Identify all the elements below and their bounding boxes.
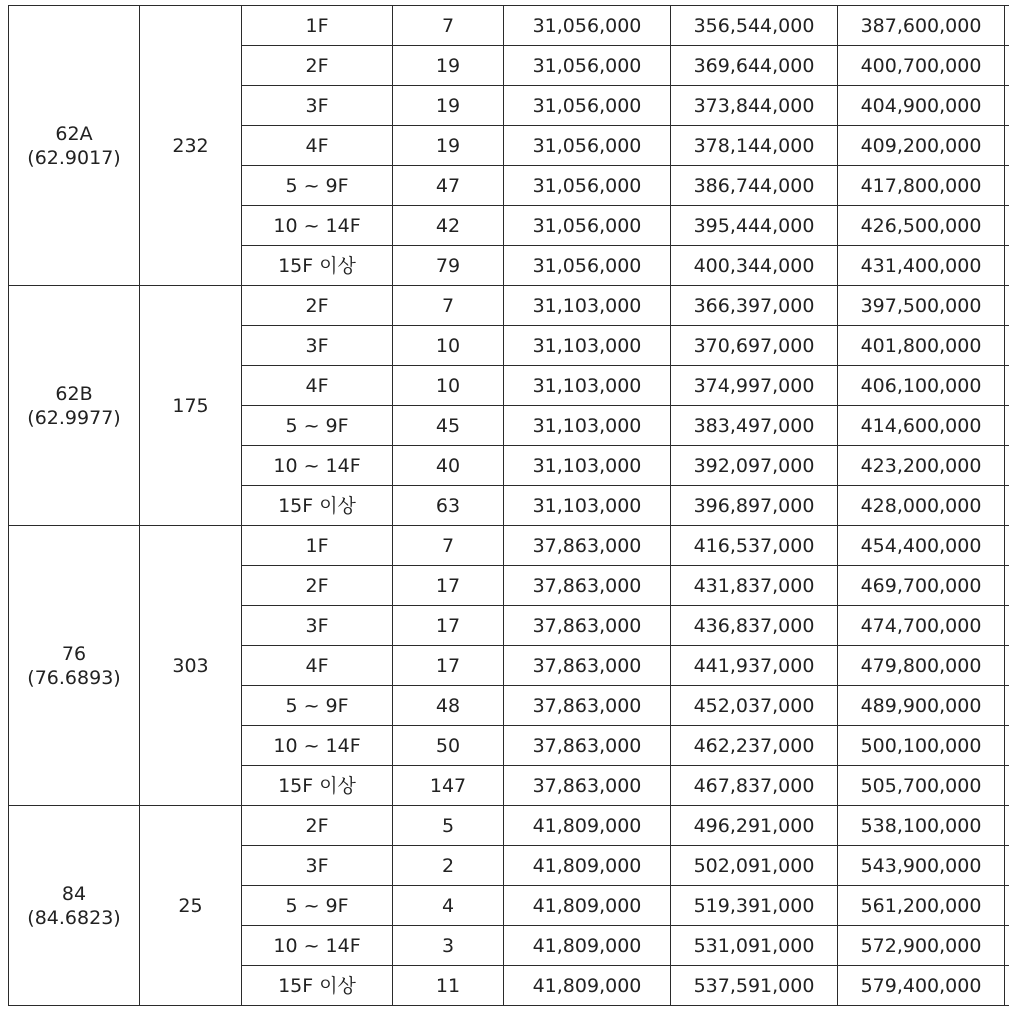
unit-count-cell: 19 (393, 86, 504, 126)
total-price-cell: 417,800,000 (838, 166, 1005, 206)
total-price-cell: 474,700,000 (838, 606, 1005, 646)
unit-count-cell: 7 (393, 6, 504, 46)
land-price-cell: 37,863,000 (504, 526, 671, 566)
land-price-cell: 31,056,000 (504, 126, 671, 166)
total-price-cell: 401,800,000 (838, 326, 1005, 366)
unit-count-cell: 17 (393, 606, 504, 646)
land-price-cell: 37,863,000 (504, 766, 671, 806)
unit-type-group (9, 806, 1009, 1006)
land-price-cell: 31,056,000 (504, 46, 671, 86)
unit-type-cell (9, 526, 140, 806)
unit-area-label: (62.9017) (27, 146, 121, 169)
building-price-cell: 366,397,000 (671, 286, 838, 326)
table-row (9, 526, 1009, 566)
land-price-cell: 31,103,000 (504, 406, 671, 446)
unit-type-group (9, 286, 1009, 526)
unit-type-label: 76 (61, 642, 87, 665)
truncated-cell (1005, 526, 1009, 566)
unit-count-cell: 4 (393, 886, 504, 926)
floor-cell: 10 ~ 14F (242, 926, 393, 966)
floor-cell: 3F (242, 846, 393, 886)
floor-cell: 3F (242, 326, 393, 366)
total-price-cell: 409,200,000 (838, 126, 1005, 166)
total-price-cell: 572,900,000 (838, 926, 1005, 966)
total-price-cell: 423,200,000 (838, 446, 1005, 486)
floor-cell: 4F (242, 366, 393, 406)
floor-cell: 2F (242, 806, 393, 846)
total-units-cell: 25 (140, 806, 242, 1006)
unit-count-cell: 17 (393, 566, 504, 606)
land-price-cell: 41,809,000 (504, 966, 671, 1006)
building-price-cell: 519,391,000 (671, 886, 838, 926)
unit-type-group (9, 526, 1009, 806)
truncated-cell (1005, 286, 1009, 326)
truncated-cell (1005, 206, 1009, 246)
land-price-cell: 31,103,000 (504, 326, 671, 366)
unit-area-label: (62.9977) (27, 406, 121, 429)
truncated-cell (1005, 6, 1009, 46)
unit-type-group (9, 6, 1009, 286)
floor-cell: 2F (242, 286, 393, 326)
land-price-cell: 37,863,000 (504, 606, 671, 646)
floor-cell: 5 ~ 9F (242, 686, 393, 726)
land-price-cell: 41,809,000 (504, 806, 671, 846)
building-price-cell: 467,837,000 (671, 766, 838, 806)
building-price-cell: 441,937,000 (671, 646, 838, 686)
unit-count-cell: 79 (393, 246, 504, 286)
floor-cell: 3F (242, 86, 393, 126)
building-price-cell: 395,444,000 (671, 206, 838, 246)
floor-cell: 15F 이상 (242, 246, 393, 286)
table-row (9, 6, 1009, 46)
land-price-cell: 31,103,000 (504, 366, 671, 406)
land-price-cell: 31,056,000 (504, 206, 671, 246)
floor-cell: 5 ~ 9F (242, 886, 393, 926)
land-price-cell: 31,103,000 (504, 286, 671, 326)
floor-cell: 3F (242, 606, 393, 646)
truncated-cell (1005, 926, 1009, 966)
unit-type-cell (9, 6, 140, 286)
land-price-cell: 31,103,000 (504, 446, 671, 486)
truncated-cell (1005, 566, 1009, 606)
building-price-cell: 373,844,000 (671, 86, 838, 126)
total-price-cell: 505,700,000 (838, 766, 1005, 806)
building-price-cell: 392,097,000 (671, 446, 838, 486)
total-price-cell: 469,700,000 (838, 566, 1005, 606)
truncated-cell (1005, 606, 1009, 646)
unit-count-cell: 19 (393, 126, 504, 166)
total-price-cell: 387,600,000 (838, 6, 1005, 46)
unit-area-label: (84.6823) (27, 906, 121, 929)
floor-cell: 1F (242, 526, 393, 566)
total-price-cell: 397,500,000 (838, 286, 1005, 326)
total-price-cell: 426,500,000 (838, 206, 1005, 246)
unit-count-cell: 17 (393, 646, 504, 686)
total-price-cell: 431,400,000 (838, 246, 1005, 286)
unit-type-label: 84 (61, 882, 87, 905)
building-price-cell: 386,744,000 (671, 166, 838, 206)
land-price-cell: 31,056,000 (504, 86, 671, 126)
truncated-cell (1005, 806, 1009, 846)
floor-cell: 10 ~ 14F (242, 726, 393, 766)
unit-count-cell: 2 (393, 846, 504, 886)
unit-count-cell: 50 (393, 726, 504, 766)
unit-type-cell (9, 806, 140, 1006)
unit-count-cell: 47 (393, 166, 504, 206)
truncated-cell (1005, 366, 1009, 406)
table-row (9, 286, 1009, 326)
total-price-cell: 561,200,000 (838, 886, 1005, 926)
total-price-cell: 428,000,000 (838, 486, 1005, 526)
building-price-cell: 416,537,000 (671, 526, 838, 566)
building-price-cell: 396,897,000 (671, 486, 838, 526)
unit-count-cell: 10 (393, 326, 504, 366)
truncated-cell (1005, 486, 1009, 526)
unit-count-cell: 3 (393, 926, 504, 966)
land-price-cell: 31,056,000 (504, 166, 671, 206)
floor-cell: 5 ~ 9F (242, 166, 393, 206)
building-price-cell: 370,697,000 (671, 326, 838, 366)
truncated-cell (1005, 446, 1009, 486)
unit-type-label: 62B (55, 382, 93, 405)
truncated-cell (1005, 166, 1009, 206)
table-row (9, 806, 1009, 846)
total-price-cell: 538,100,000 (838, 806, 1005, 846)
building-price-cell: 378,144,000 (671, 126, 838, 166)
unit-count-cell: 19 (393, 46, 504, 86)
land-price-cell: 37,863,000 (504, 646, 671, 686)
floor-cell: 10 ~ 14F (242, 446, 393, 486)
unit-area-label: (76.6893) (27, 666, 121, 689)
floor-cell: 2F (242, 566, 393, 606)
building-price-cell: 502,091,000 (671, 846, 838, 886)
total-price-cell: 579,400,000 (838, 966, 1005, 1006)
truncated-cell (1005, 246, 1009, 286)
floor-cell: 1F (242, 6, 393, 46)
unit-count-cell: 40 (393, 446, 504, 486)
truncated-cell (1005, 86, 1009, 126)
unit-count-cell: 45 (393, 406, 504, 446)
floor-cell: 5 ~ 9F (242, 406, 393, 446)
building-price-cell: 531,091,000 (671, 926, 838, 966)
unit-count-cell: 5 (393, 806, 504, 846)
land-price-cell: 31,056,000 (504, 246, 671, 286)
total-units-cell: 232 (140, 6, 242, 286)
total-price-cell: 404,900,000 (838, 86, 1005, 126)
land-price-cell: 37,863,000 (504, 726, 671, 766)
unit-type-cell (9, 286, 140, 526)
truncated-cell (1005, 326, 1009, 366)
building-price-cell: 374,997,000 (671, 366, 838, 406)
unit-count-cell: 10 (393, 366, 504, 406)
unit-count-cell: 63 (393, 486, 504, 526)
floor-cell: 4F (242, 646, 393, 686)
total-price-cell: 489,900,000 (838, 686, 1005, 726)
total-units-cell: 175 (140, 286, 242, 526)
building-price-cell: 496,291,000 (671, 806, 838, 846)
truncated-cell (1005, 46, 1009, 86)
total-price-cell: 414,600,000 (838, 406, 1005, 446)
floor-cell: 15F 이상 (242, 966, 393, 1006)
building-price-cell: 369,644,000 (671, 46, 838, 86)
price-table (8, 5, 1009, 1006)
total-price-cell: 500,100,000 (838, 726, 1005, 766)
truncated-cell (1005, 966, 1009, 1006)
truncated-cell (1005, 886, 1009, 926)
total-price-cell: 400,700,000 (838, 46, 1005, 86)
land-price-cell: 41,809,000 (504, 846, 671, 886)
truncated-cell (1005, 646, 1009, 686)
land-price-cell: 37,863,000 (504, 566, 671, 606)
total-units-cell: 303 (140, 526, 242, 806)
floor-cell: 4F (242, 126, 393, 166)
total-price-cell: 454,400,000 (838, 526, 1005, 566)
unit-count-cell: 7 (393, 526, 504, 566)
floor-cell: 10 ~ 14F (242, 206, 393, 246)
building-price-cell: 452,037,000 (671, 686, 838, 726)
land-price-cell: 41,809,000 (504, 886, 671, 926)
land-price-cell: 31,103,000 (504, 486, 671, 526)
unit-count-cell: 7 (393, 286, 504, 326)
truncated-cell (1005, 766, 1009, 806)
truncated-cell (1005, 406, 1009, 446)
total-price-cell: 543,900,000 (838, 846, 1005, 886)
building-price-cell: 431,837,000 (671, 566, 838, 606)
unit-count-cell: 11 (393, 966, 504, 1006)
truncated-cell (1005, 686, 1009, 726)
unit-count-cell: 48 (393, 686, 504, 726)
land-price-cell: 37,863,000 (504, 686, 671, 726)
floor-cell: 15F 이상 (242, 486, 393, 526)
total-price-cell: 479,800,000 (838, 646, 1005, 686)
floor-cell: 15F 이상 (242, 766, 393, 806)
truncated-cell (1005, 126, 1009, 166)
truncated-cell (1005, 726, 1009, 766)
building-price-cell: 356,544,000 (671, 6, 838, 46)
building-price-cell: 537,591,000 (671, 966, 838, 1006)
truncated-cell (1005, 846, 1009, 886)
land-price-cell: 41,809,000 (504, 926, 671, 966)
building-price-cell: 383,497,000 (671, 406, 838, 446)
unit-count-cell: 42 (393, 206, 504, 246)
floor-cell: 2F (242, 46, 393, 86)
land-price-cell: 31,056,000 (504, 6, 671, 46)
building-price-cell: 400,344,000 (671, 246, 838, 286)
unit-type-label: 62A (55, 122, 93, 145)
building-price-cell: 462,237,000 (671, 726, 838, 766)
total-price-cell: 406,100,000 (838, 366, 1005, 406)
unit-count-cell: 147 (393, 766, 504, 806)
building-price-cell: 436,837,000 (671, 606, 838, 646)
